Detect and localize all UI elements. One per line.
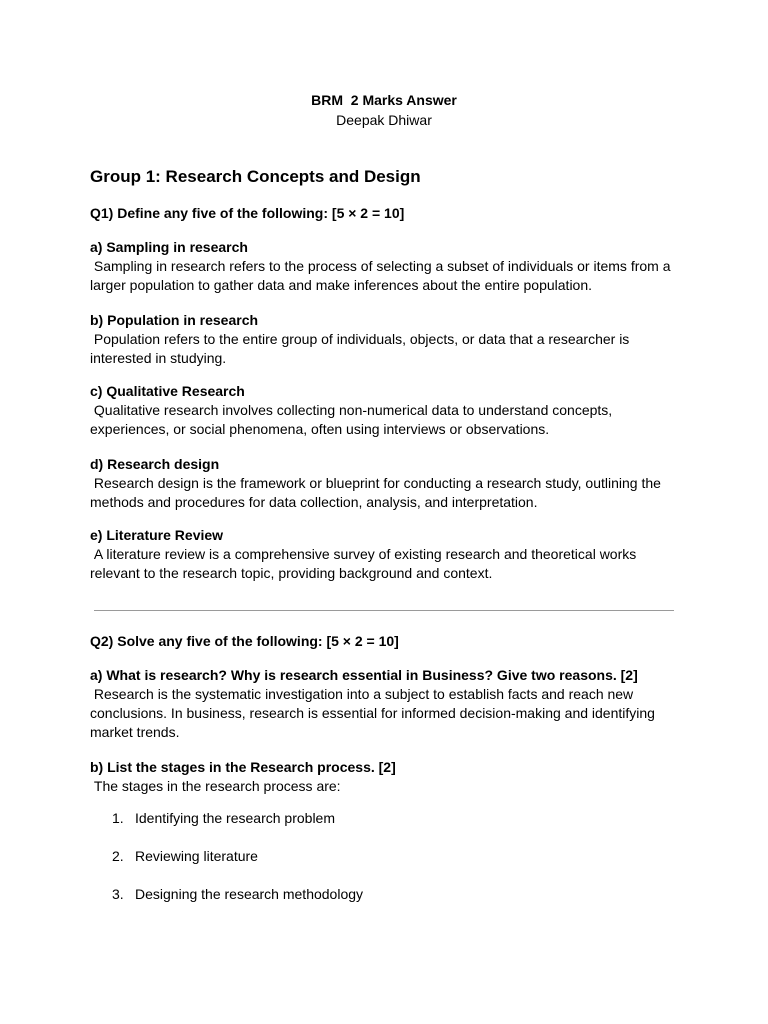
group-heading: Group 1: Research Concepts and Design (90, 167, 421, 186)
list-item-number: 3. (112, 886, 124, 902)
list-item-text: Identifying the research problem (135, 810, 335, 826)
list-item-number: 1. (112, 810, 124, 826)
document-title: BRM 2 Marks Answer (311, 92, 457, 108)
q1-item-e-subtitle: e) Literature Review (90, 527, 224, 543)
list-item (90, 810, 680, 829)
q1-item-b-body: Population refers to the entire group of individuals, objects, or data that a researcher is interested in studying. (90, 331, 634, 366)
q2-item-a-body: Research is the systematic investigation into a subject to establish facts and reach new conclusions. In business, research is essential for informed decision-making and identifying market trends. (90, 686, 659, 740)
q1-item-d (90, 455, 680, 512)
q1-item-b-subtitle: b) Population in research (90, 312, 259, 328)
list-item-text: Designing the research methodology (135, 886, 364, 902)
q1-item-c-body: Qualitative research involves collecting non-numerical data to understand concepts, experiences, or social phenomena, often using interviews or observations. (90, 402, 617, 437)
q1-item-d-body: Research design is the framework or blueprint for conducting a research study, outlining the methods and procedures for data collection, analysis, and interpretation. (90, 475, 665, 510)
list-item-number: 2. (112, 848, 124, 864)
q1-item-c-subtitle: c) Qualitative Research (90, 383, 245, 399)
q1-item-b (90, 311, 680, 368)
q2-item-b-body: The stages in the research process are: (90, 778, 341, 794)
q1-item-a-body: Sampling in research refers to the process of selecting a subset of individuals or items from a larger population to gather data and make inferences about the entire population. (90, 258, 675, 293)
q1-item-c (90, 382, 680, 439)
q2-item-a (90, 666, 680, 742)
q1-item-e (90, 526, 680, 583)
section-divider (94, 610, 674, 611)
question-2-title: Q2) Solve any five of the following: [5 × 2 = 10] (90, 633, 399, 649)
list-item (90, 848, 680, 867)
q1-item-d-subtitle: d) Research design (90, 456, 220, 472)
list-item-text: Reviewing literature (135, 848, 258, 864)
q2-item-a-subtitle: a) What is research? Why is research essential in Business? Give two reasons. [2] (90, 667, 638, 683)
q1-item-a (90, 238, 680, 295)
q1-item-a-subtitle: a) Sampling in research (90, 239, 248, 255)
q2-item-b-subtitle: b) List the stages in the Research process. [2] (90, 759, 396, 775)
q2-item-b (90, 758, 680, 796)
list-item (90, 886, 680, 905)
question-1-title: Q1) Define any five of the following: [5 × 2 = 10] (90, 205, 405, 221)
document-author: Deepak Dhiwar (336, 112, 432, 128)
q1-item-e-body: A literature review is a comprehensive survey of existing research and theoretical works relevant to the research topic, providing background and context. (90, 546, 641, 581)
